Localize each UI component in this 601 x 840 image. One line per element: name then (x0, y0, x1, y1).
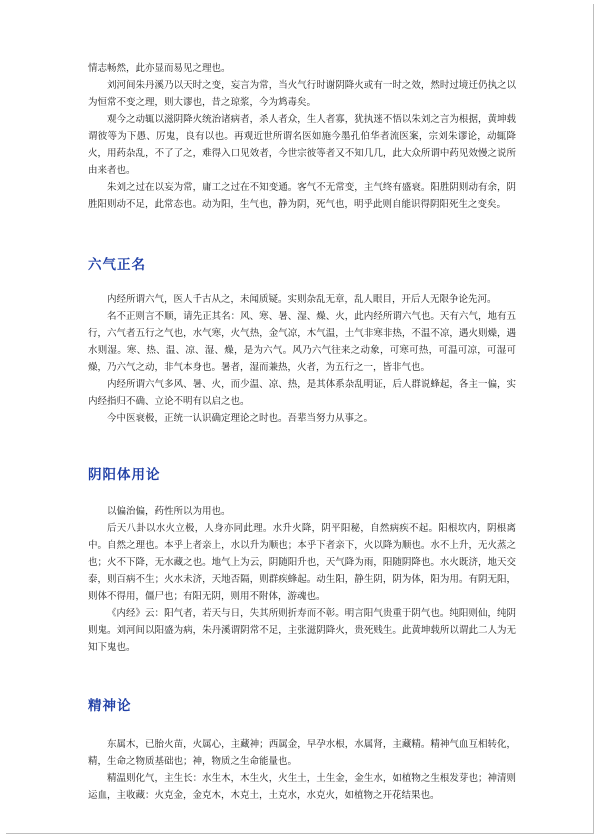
paragraph: 以偏治偏，药性所以为用也。 (107, 506, 231, 517)
section-liuqi-body (88, 291, 516, 427)
paragraph: 《内经》云：阳气者，若天与日，失其所则折寿而不彰。明言阳气贵重于阴气也。纯阳则仙，纯阴则鬼。刘河间以阳盛为病，朱丹溪谓阴常不足，主张滋阴降火，贵死贱生。此黄坤载所以谓此二人为无知下鬼也。 (88, 608, 516, 653)
intro-text (88, 60, 516, 213)
paragraph: 精温则化气，主生长：水生木，木生火，火生土，土生金，金生水，如植物之生根发芽也；神清则运血，主收藏：火克金，金克木，木克土，土克水，水克火，如植物之开花结果也。 (88, 773, 516, 801)
paragraph: 刘河间朱丹溪乃以天时之变，妄言为常，当火气行时谢阴降火或有一时之效，然时过境迁仍执之以为恒常不变之理，则大谬也，昔之琼浆，今为鸩毒矣。 (88, 80, 516, 108)
section-heading-liuqi: 六气正名 (88, 257, 146, 273)
section-yinyang-body (88, 503, 516, 656)
paragraph: 内经所谓六气，医人千古从之，未闻质疑。实则杂乱无章，乱人眼目，开后人无限争论先河。 (107, 294, 497, 305)
document-body (88, 60, 516, 804)
paragraph: 朱刘之过在以妄为常，庸工之过在不知变通。客气不无常变，主气终有盛衰。阳胜阴则动有余，阴胜阳则动不足，此常态也。动为阳，生气也，静为阴，死气也，明乎此则自能识得阴阳死生之变矣。 (88, 182, 516, 210)
paragraph: 情志畅然，此亦显而易见之理也。 (88, 63, 231, 74)
paragraph: 今中医衰极，正统一认识确定理论之时也。吾辈当努力从事之。 (107, 413, 374, 424)
section-heading-yinyang: 阴阳体用论 (88, 467, 161, 483)
section-jingshen-body (88, 736, 516, 804)
paragraph: 后天八卦以水火立极，人身亦同此理。水升火降，阴平阳秘，自然病疾不起。阳根坎内，阴根离中。自然之理也。本乎上者亲上，水以升为顺也；本乎下者亲下，火以降为顺也。水不上升，无火蒸之也；火不下降，无水藏之也。地气上为云，阴随阳升也，天气降为雨，阳随阴降也。水火既济，地天交泰，则百病不生；火水未济，天地否隔，则群疾蜂起。动生阳，静生阴，阴为体，阳为用。有阴无阳，则体不得用，僵尸也；有阳无阴，则用不附体，游魂也。 (88, 523, 516, 602)
section-heading-jingshen: 精神论 (88, 698, 132, 714)
paragraph: 内经所谓六气多风、暑、火，而少温、凉、热，是其体系杂乱明证，后人群说蜂起，各主一偏，实内经指归不确、立论不明有以启之也。 (88, 379, 516, 407)
paragraph: 东属木，已胎火苗，火属心，主藏神；西属金，早孕水根，水属肾，主藏精。精神气血互相转化，精，生命之物质基础也；神，物质之生命能量也。 (88, 739, 516, 767)
paragraph: 名不正则言不顺，请先正其名：风、寒、暑、湿、燥、火，此内经所谓六气也。天有六气，地有五行，六气者五行之气也，水气寒，火气热，金气凉，木气温，土气非寒非热，不温不凉，遇火则燥，遇水则湿。寒、热、温、凉、湿、燥，是为六气。风乃六气往来之动象，可寒可热，可温可凉，可湿可燥，乃六气之动，非气本身也。暑者，湿而兼热，火者，为五行之一，皆非气也。 (88, 311, 516, 373)
paragraph: 观今之动辄以滋阴降火统治诸病者，杀人者众，生人者寡，犹执迷不悟以朱刘之言为根据，黄坤载谓彼等为下愚、厉鬼，良有以也。再观近世所谓名医如施今墨孔伯华者流医案，宗刘朱谬论，动辄降火，用药杂乱，不了了之，难得入口见效者，今世宗彼等者又不知几几，此大众所谓中药见效慢之说所由来者也。 (88, 114, 516, 176)
